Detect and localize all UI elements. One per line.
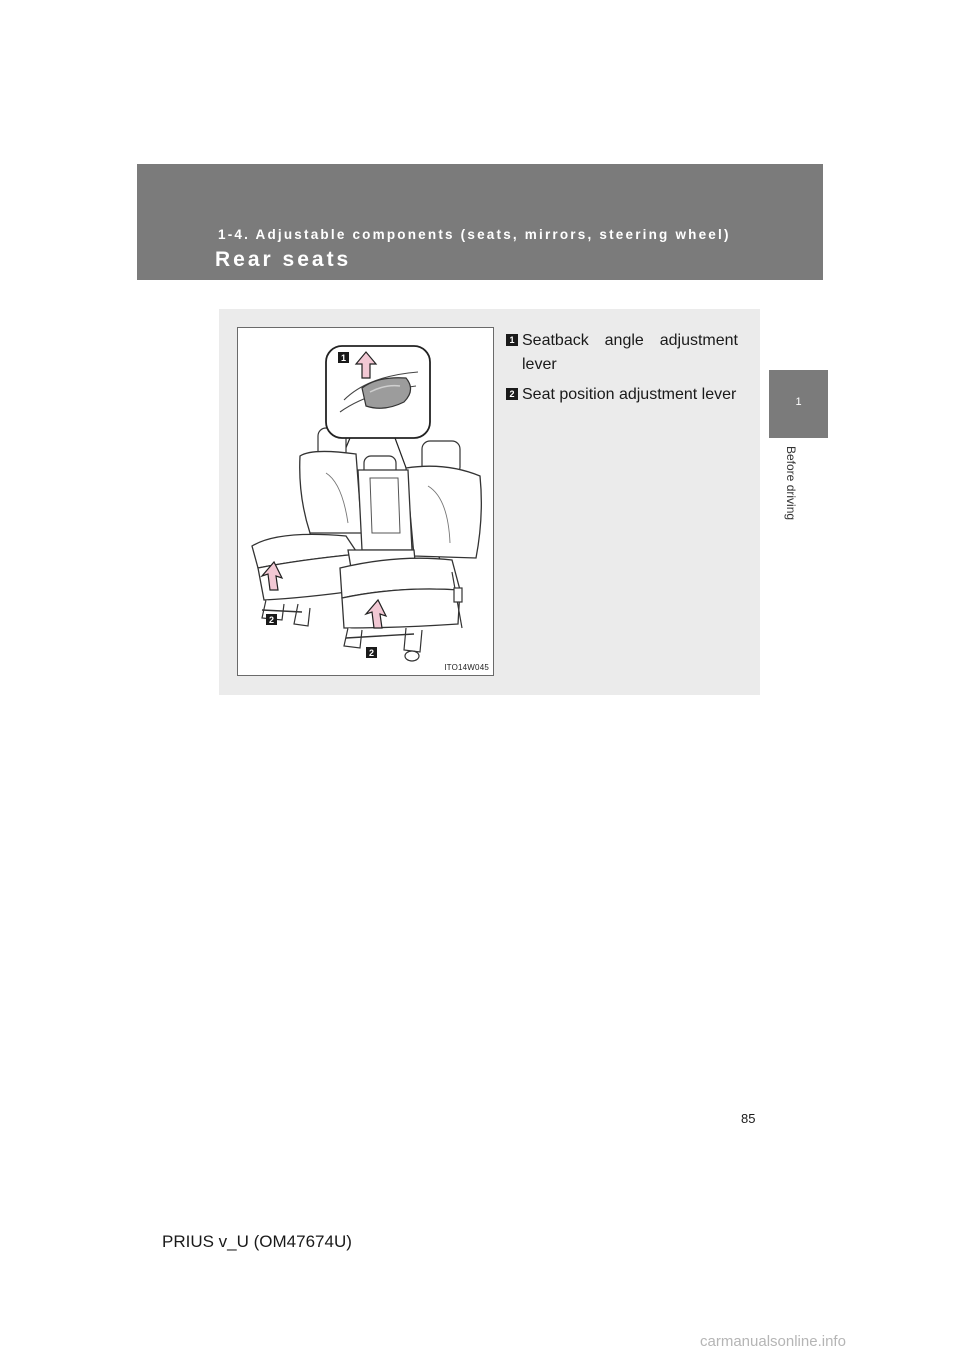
callout-1-label: 1 — [340, 353, 347, 363]
page-title: Rear seats — [215, 248, 352, 271]
legend-text-2: Seat position adjustment lever — [522, 386, 737, 403]
figure-legend — [506, 329, 738, 413]
chapter-label: Before driving — [784, 446, 798, 521]
section-path: 1-4. Adjustable components (seats, mirrors, steering wheel) — [218, 227, 731, 242]
legend-item-position-lever — [506, 383, 738, 407]
chapter-tab — [769, 370, 828, 438]
legend-badge-2: 2 — [506, 388, 518, 400]
rear-seat-drawing — [238, 328, 493, 675]
legend-text-1: Seatback angle adjustment lever — [522, 332, 738, 373]
callout-2-label-right: 2 — [368, 648, 375, 658]
footer-model: PRIUS v_U (OM47674U) — [162, 1232, 352, 1251]
callout-2-label-left: 2 — [268, 615, 275, 625]
legend-item-seatback-lever — [506, 329, 738, 377]
legend-badge-1: 1 — [506, 334, 518, 346]
illustration-panel — [219, 309, 760, 695]
page-number: 85 — [741, 1111, 756, 1126]
watermark: carmanualsonline.info — [700, 1333, 846, 1350]
chapter-number: 1 — [795, 396, 802, 408]
figure-code: ITO14W045 — [444, 663, 489, 672]
page-header — [137, 164, 823, 280]
rear-seat-illustration — [237, 327, 494, 676]
